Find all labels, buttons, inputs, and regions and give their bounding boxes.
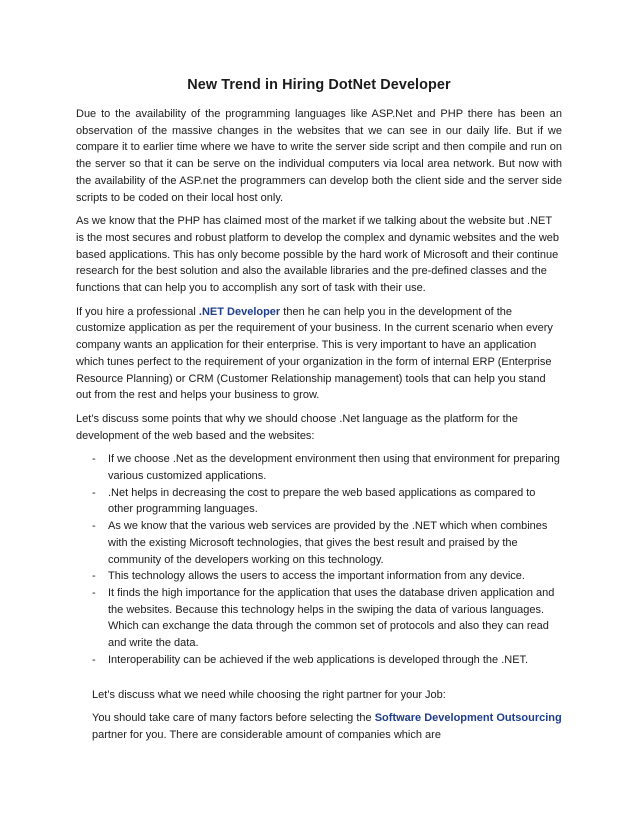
list-item-text: If we choose .Net as the development environment then using that environment for preparing various customized applications.	[108, 453, 560, 483]
paragraph-outsourcing	[76, 710, 562, 743]
bullet-dash: -	[92, 653, 96, 666]
paragraph-hire-developer-end: then he can help you in the development of the customize application as per the requirement of your business. In the current scenario when every company wants an application for their enterprise. This is very important to have an application which tunes perfect to the requirement of your organization in the form of internal ERP (Enterprise Resource Planning) or CRM (Customer Relationship management) tools that can help you stand out from the rest and helps your business to grow.	[76, 305, 553, 402]
bullet-dash: -	[92, 453, 96, 466]
paragraph-intro: Due to the availability of the programming languages like ASP.Net and PHP there has been an observation of the massive changes in the websites that we can see in our daily life. But if we compare it to earlier time where we have to write the server side script and then compile and run on the server so that it can be serve on the individual computers via local area network. But now with the availability of the ASP.net the programmers can develop both the client side and the server side scripts to be coded on their local host only.	[76, 108, 562, 204]
paragraph-php-vs-net: As we know that the PHP has claimed most of the market if we talking about the website but .NET is the most secures and robust platform to develop the complex and dynamic websites and the web based applications. This has only become possible by the hard work of Microsoft and their continue research for the best solution and also the available libraries and the pre-defined classes and the functions that can help you to accomplish any sort of task with their use.	[76, 215, 560, 295]
paragraph-outsourcing-start: You should take care of many factors before selecting the	[92, 712, 375, 725]
points-list	[76, 451, 562, 668]
software-development-outsourcing-link[interactable]: Software Development Outsourcing	[374, 712, 562, 725]
bullet-dash: -	[92, 486, 96, 499]
page-title: New Trend in Hiring DotNet Developer	[187, 77, 451, 93]
net-developer-link[interactable]: .NET Developer	[198, 305, 281, 318]
list-item	[92, 652, 562, 669]
list-item-text: This technology allows the users to access the important information from any device.	[108, 570, 525, 583]
paragraph-points-intro: Let’s discuss some points that why we should choose .Net language as the platform for the development of the web based and the websites:	[76, 412, 518, 442]
spacer	[76, 669, 562, 687]
list-item	[92, 451, 562, 484]
list-item-text: As we know that the various web services are provided by the .NET which when combines with the existing Microsoft technologies, that gives the best result and praised by the community of the developers working on this technology.	[108, 520, 548, 566]
paragraph-hire-developer-start: If you hire a professional	[76, 305, 199, 318]
bullet-dash: -	[92, 586, 96, 599]
list-item-text: Interoperability can be achieved if the web applications is developed through the .NET.	[108, 653, 529, 666]
list-item	[92, 485, 562, 518]
paragraph-hire-developer	[76, 304, 562, 404]
paragraph-choosing-partner: Let’s discuss what we need while choosing the right partner for your Job:	[92, 688, 446, 701]
list-item	[92, 585, 562, 652]
list-item-text: It finds the high importance for the application that uses the database driven application and the websites. Because this technology helps in the swiping the data of various languages. Which can exchange the data through the common set of protocols and also they can read and write the data.	[108, 586, 555, 650]
bullet-dash: -	[92, 570, 96, 583]
bullet-dash: -	[92, 520, 96, 533]
paragraph-outsourcing-end: partner for you. There are considerable amount of companies which are	[92, 728, 441, 741]
list-item-text: .Net helps in decreasing the cost to prepare the web based applications as compared to other programming languages.	[108, 486, 536, 516]
list-item	[92, 518, 562, 568]
list-item	[92, 568, 562, 585]
